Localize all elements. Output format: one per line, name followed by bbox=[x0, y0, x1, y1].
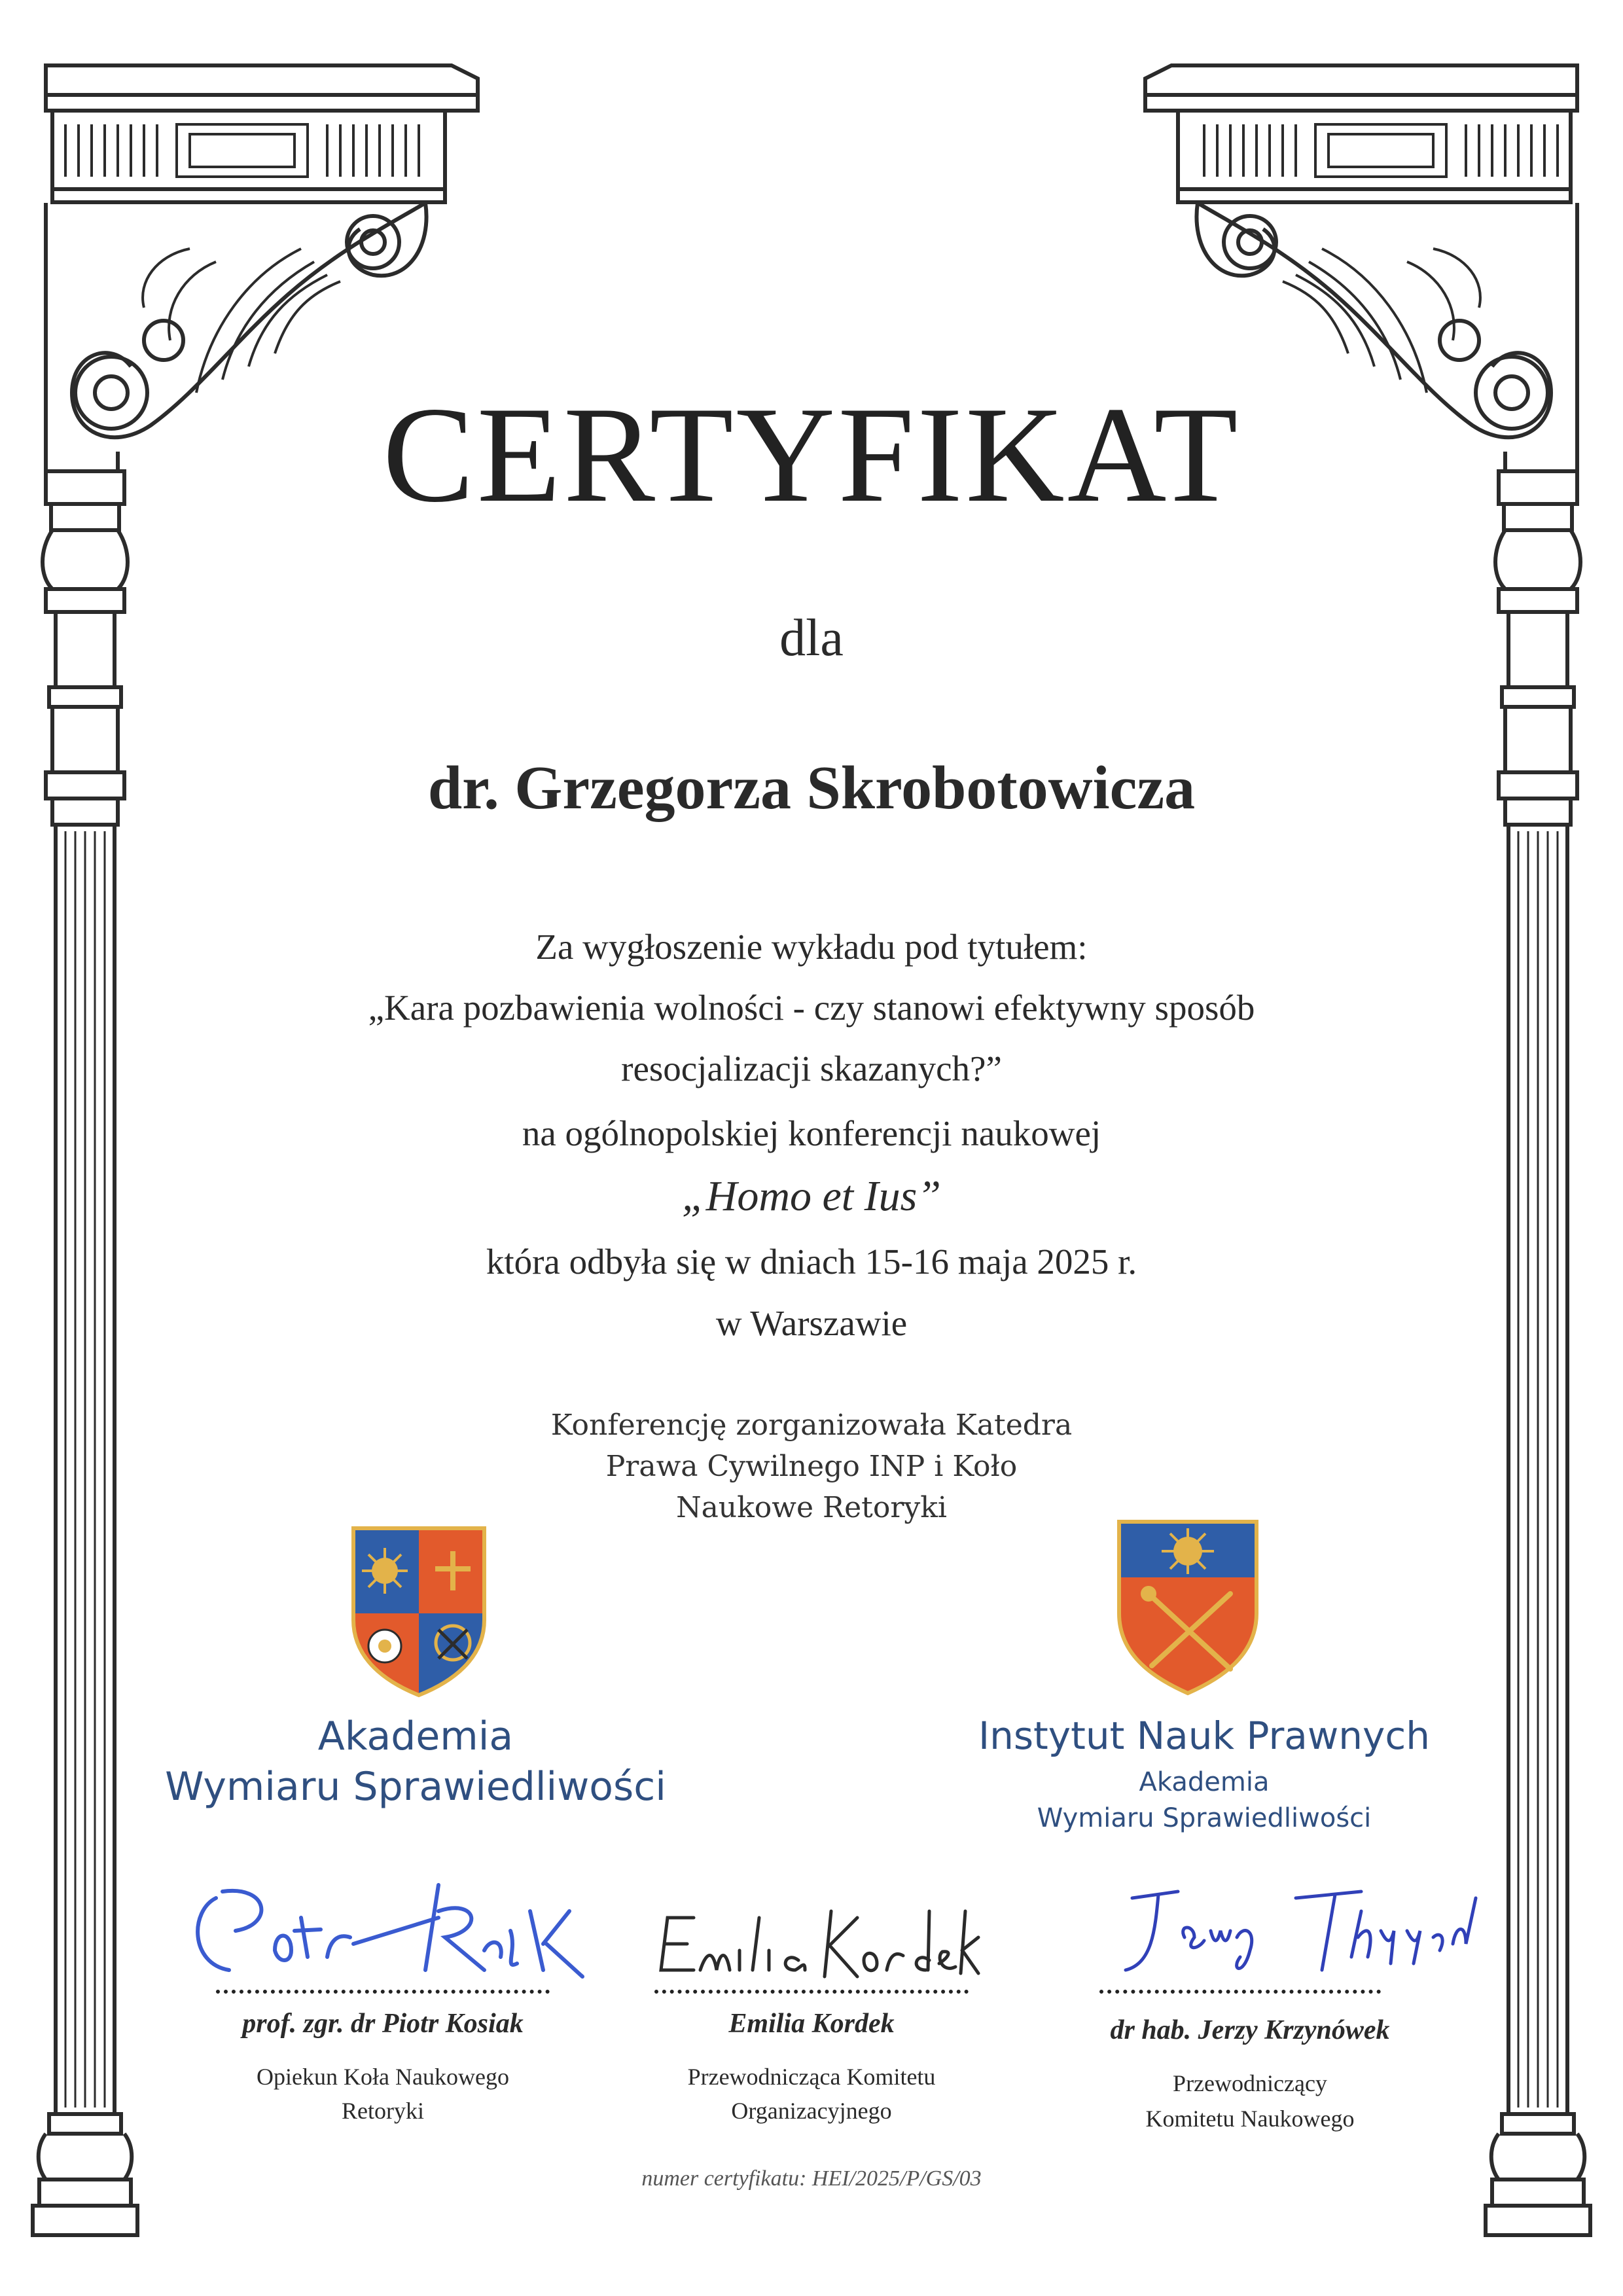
lecture-title-line-1: „Kara pozbawienia wolności - czy stanowi efektywny sposób bbox=[368, 988, 1255, 1028]
recipient-name: dr. Grzegorza Skrobotowicza bbox=[427, 754, 1196, 822]
left-institution-line-2: Wymiaru Sprawiedliwości bbox=[165, 1764, 666, 1810]
lecture-title-line-2: resocjalizacji skazanych?” bbox=[621, 1049, 1002, 1088]
signature-emilia-kordek bbox=[648, 1898, 988, 1990]
conference-location: w Warszawie bbox=[715, 1303, 908, 1343]
institute-emblem-icon bbox=[1113, 1515, 1263, 1698]
signature-line-1 bbox=[216, 1990, 550, 1994]
right-institution-line-3: Wymiaru Sprawiedliwości bbox=[1037, 1803, 1372, 1833]
signatory-3-role-line-2: Komitetu Naukowego bbox=[1145, 2106, 1355, 2132]
academy-emblem-icon bbox=[347, 1522, 491, 1698]
signatory-1-role-line-1: Opiekun Koła Naukowego bbox=[257, 2064, 509, 2090]
left-institution-line-1: Akademia bbox=[317, 1713, 514, 1759]
organizer-line-1: Konferencję zorganizowała Katedra bbox=[550, 1408, 1073, 1442]
for-label: dla bbox=[779, 609, 844, 667]
body-line-1: Za wygłoszenie wykładu pod tytułem: bbox=[535, 927, 1088, 967]
signature-piotr-kosiak bbox=[177, 1872, 602, 1990]
conference-dates: która odbyła się w dniach 15-16 maja 2025 r. bbox=[486, 1242, 1137, 1282]
body-line-4: na ogólnopolskiej konferencji naukowej bbox=[522, 1113, 1101, 1153]
signature-line-2 bbox=[654, 1990, 969, 1994]
signature-line-3 bbox=[1099, 1990, 1381, 1994]
certificate-number: numer certyfikatu: HEI/2025/P/GS/03 bbox=[641, 2166, 982, 2191]
signatory-1-name: prof. zgr. dr Piotr Kosiak bbox=[242, 2009, 524, 2039]
signatory-3-role-line-1: Przewodniczący bbox=[1173, 2070, 1327, 2096]
signatory-2-name: Emilia Kordek bbox=[728, 2009, 895, 2039]
certificate-title: CERTYFIKAT bbox=[382, 379, 1241, 531]
signatory-1-role-line-2: Retoryki bbox=[342, 2098, 424, 2124]
organizer-line-2: Prawa Cywilnego INP i Koło bbox=[605, 1450, 1018, 1483]
right-institution-line-2: Akademia bbox=[1139, 1767, 1270, 1797]
conference-name: „Homo et Ius” bbox=[681, 1172, 942, 1220]
signature-jerzy-krzynowek bbox=[1099, 1878, 1492, 1983]
signatory-2-role-line-2: Organizacyjnego bbox=[731, 2098, 892, 2124]
signatory-3-name: dr hab. Jerzy Krzynówek bbox=[1110, 2015, 1390, 2045]
signatory-2-role-line-1: Przewodnicząca Komitetu bbox=[687, 2064, 936, 2090]
organizer-line-3: Naukowe Retoryki bbox=[676, 1491, 947, 1524]
right-institution-line-1: Instytut Nauk Prawnych bbox=[978, 1713, 1431, 1758]
